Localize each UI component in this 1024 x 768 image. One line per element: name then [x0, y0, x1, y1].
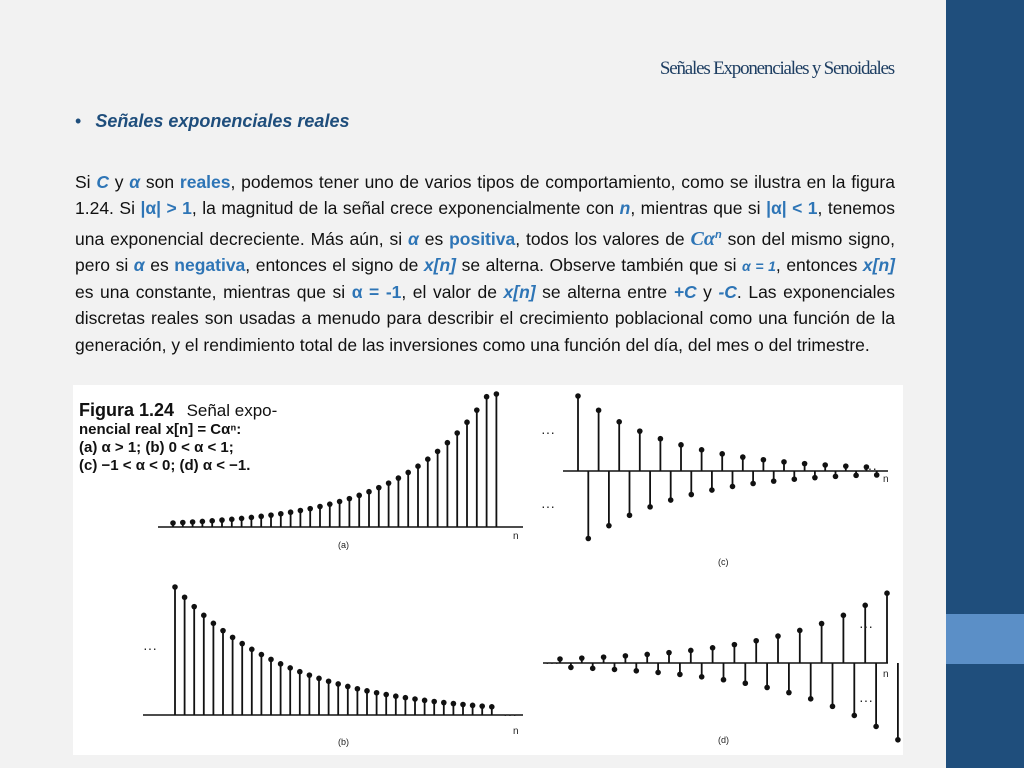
body-paragraph: Si C y α son reales, podemos tener uno de varios tipos de comportamiento, como se ilustra en la figura 1.24. Si |α| > 1, la magnitud de la señal crece exponencialmente con n, mientras que si |α| < 1, tenemos una exponencial decreciente. Más aún, si α es positiva, todos los valores de $C\alpha^n$ son del mismo signo, pero si α es negativa, entonces el signo de x[n] se alterna. Observe también que si α = 1, entonces x[n] es una constante, mientras que si α = -1, el valor de x[n] se alterna entre +C y -C. Las exponenciales discretas reales son usadas a menudo para describir el crecimiento poblacional como una función de la generación, y el rendimiento total de las inversiones como una función del día, del mes o del trimestre.	[75, 172, 896, 355]
ellipsis: ···	[503, 706, 517, 722]
stem-dot	[689, 492, 695, 498]
stem-dot	[623, 653, 629, 659]
stem-dot	[454, 430, 460, 436]
stem-dot	[415, 463, 421, 469]
stem-dot	[699, 447, 705, 453]
stem-dot	[211, 621, 217, 627]
stem-dot	[335, 681, 341, 687]
stem-dot	[327, 501, 333, 507]
ellipsis: ···	[859, 692, 873, 708]
stem-dot	[484, 394, 490, 400]
stem-dot	[239, 516, 245, 522]
stem-dot	[326, 678, 332, 684]
stem-dot	[494, 391, 500, 397]
stem-dot	[278, 661, 284, 667]
caption-title: Figura 1.24	[79, 400, 175, 420]
stem-dot	[575, 393, 581, 399]
stem-dot	[830, 704, 836, 710]
stem-dot	[750, 481, 756, 487]
axis-n-label: n	[513, 726, 519, 737]
ellipsis: ···	[541, 424, 555, 440]
stem-dot	[775, 633, 781, 639]
stem-dot	[655, 670, 661, 676]
stem-dot	[644, 652, 650, 658]
stem-dot	[230, 635, 236, 641]
stem-dot	[873, 724, 879, 730]
stem-dot	[812, 475, 818, 481]
stem-dot	[808, 696, 814, 702]
stem-dot	[393, 693, 399, 699]
stem-dot	[451, 701, 457, 707]
stem-dot	[862, 603, 868, 609]
caption-line4: (c) −1 < α < 0; (d) α < −1.	[79, 457, 251, 474]
stem-dot	[884, 590, 890, 596]
stem-dot	[819, 621, 825, 627]
stem-dot	[730, 484, 736, 490]
slide-title: Señales Exponenciales y Senoidales	[659, 58, 894, 79]
stem-dot	[822, 462, 828, 468]
stem-dot	[364, 688, 370, 694]
stem-dot	[278, 511, 284, 517]
stem-dot	[601, 654, 607, 660]
panel-label: (b)	[338, 737, 349, 747]
ellipsis: ···	[541, 498, 555, 514]
stem-dot	[709, 487, 715, 493]
stem-dot	[678, 442, 684, 448]
axis-n-label: n	[883, 474, 889, 485]
stem-dot	[802, 461, 808, 467]
stem-dot	[170, 520, 176, 526]
stem-dot	[677, 672, 683, 678]
stem-dot	[374, 690, 380, 696]
stem-dot	[764, 685, 770, 691]
stem-dot	[721, 677, 727, 683]
stem-dot	[753, 638, 759, 644]
bullet-dot-icon: •	[75, 111, 82, 131]
stem-dot	[647, 504, 653, 510]
stem-dot	[786, 690, 792, 696]
axis-n-label: n	[513, 531, 519, 542]
stem-dot	[634, 668, 640, 674]
stem-dot	[441, 700, 447, 706]
stem-dot	[219, 517, 225, 523]
panel-label: (d)	[718, 735, 729, 745]
stem-dot	[288, 509, 294, 515]
stem-dot	[298, 508, 304, 514]
stem-dot	[355, 686, 361, 692]
stem-dot	[180, 520, 186, 526]
stem-dot	[422, 698, 428, 704]
stem-dot	[792, 476, 798, 482]
stem-dot	[366, 489, 372, 495]
stem-dot	[699, 674, 705, 680]
stem-dot	[740, 454, 746, 460]
stem-dot	[317, 504, 323, 510]
panel-label: (a)	[338, 540, 349, 550]
panel-label: (c)	[718, 557, 729, 567]
bullet-label: Señales exponenciales reales	[95, 111, 350, 131]
stem-dot	[182, 594, 188, 600]
stem-dot	[297, 669, 303, 675]
stem-dot	[568, 665, 574, 671]
stem-dot	[249, 647, 255, 653]
stem-dot	[579, 655, 585, 661]
stem-dot	[590, 666, 596, 672]
stem-dot	[616, 419, 622, 425]
stem-dot	[612, 667, 618, 673]
stem-dot	[743, 680, 749, 686]
caption-line3: (a) α > 1; (b) 0 < α < 1;	[79, 439, 234, 456]
stem-dot	[249, 515, 255, 521]
stem-dot	[268, 657, 274, 663]
stem-dot	[771, 478, 777, 484]
stem-dot	[460, 702, 466, 708]
stem-dot	[470, 703, 476, 709]
ellipsis: ···	[545, 654, 559, 670]
sidebar-accent	[946, 614, 1024, 664]
ellipsis: ···	[863, 460, 877, 476]
stem-dot	[287, 665, 293, 671]
stem-dot	[190, 519, 196, 525]
stem-dot	[688, 648, 694, 654]
stem-dot	[668, 497, 674, 503]
stem-dot	[781, 459, 787, 465]
stem-dot	[316, 676, 322, 682]
stem-dot	[386, 480, 392, 486]
stem-dot	[489, 704, 495, 710]
bullet-item	[75, 111, 349, 132]
stem-dot	[606, 523, 612, 529]
stem-dot	[435, 449, 441, 455]
stem-dot	[852, 713, 858, 719]
stem-dot	[412, 696, 418, 702]
stem-dot	[445, 440, 451, 446]
stem-dot	[396, 475, 402, 481]
stem-dot	[843, 463, 849, 469]
stem-dot	[220, 628, 226, 634]
stem-dot	[209, 518, 215, 524]
stem-dot	[345, 684, 351, 690]
stem-dot	[307, 672, 313, 678]
stem-dot	[464, 419, 470, 425]
stem-dot	[732, 642, 738, 648]
stem-dot	[895, 737, 901, 743]
stem-dot	[259, 652, 265, 658]
axis-n-label: n	[883, 669, 889, 680]
stem-dot	[425, 456, 431, 462]
figure-1-24	[73, 385, 903, 755]
stem-dot	[201, 613, 207, 619]
stem-dot	[405, 470, 411, 476]
stem-dot	[347, 496, 353, 502]
ellipsis: ···	[859, 618, 873, 634]
stem-dot	[258, 514, 264, 520]
caption-line1: Señal expo-	[186, 401, 278, 420]
stem-dot	[337, 499, 343, 505]
stem-dot	[356, 493, 362, 499]
stem-dot	[637, 428, 643, 434]
stem-dot	[797, 628, 803, 634]
stem-dot	[268, 512, 274, 518]
stem-dot	[383, 692, 389, 698]
stem-dot	[666, 650, 672, 656]
stem-dot	[833, 474, 839, 480]
stem-dot	[841, 613, 847, 619]
ellipsis: ···	[143, 640, 157, 656]
stem-dot	[761, 457, 767, 463]
stem-dot	[200, 519, 206, 525]
stem-dot	[376, 485, 382, 491]
stem-dot	[431, 699, 437, 705]
stem-dot	[172, 584, 178, 590]
stem-dot	[403, 695, 409, 701]
stem-dot	[719, 451, 725, 457]
stem-dot	[479, 703, 485, 709]
stem-dot	[229, 517, 235, 523]
stem-dot	[474, 407, 480, 413]
stem-dot	[627, 512, 633, 518]
caption-line2: nencial real x[n] = Cαⁿ:	[79, 421, 242, 438]
stem-dot	[239, 641, 245, 647]
stem-dot	[191, 604, 197, 610]
stem-dot	[596, 407, 602, 413]
stem-dot	[853, 473, 859, 479]
stem-dot	[586, 536, 592, 542]
stem-dot	[307, 506, 313, 512]
stem-dot	[710, 645, 716, 651]
figure-caption	[79, 401, 277, 475]
stem-dot	[658, 436, 664, 442]
